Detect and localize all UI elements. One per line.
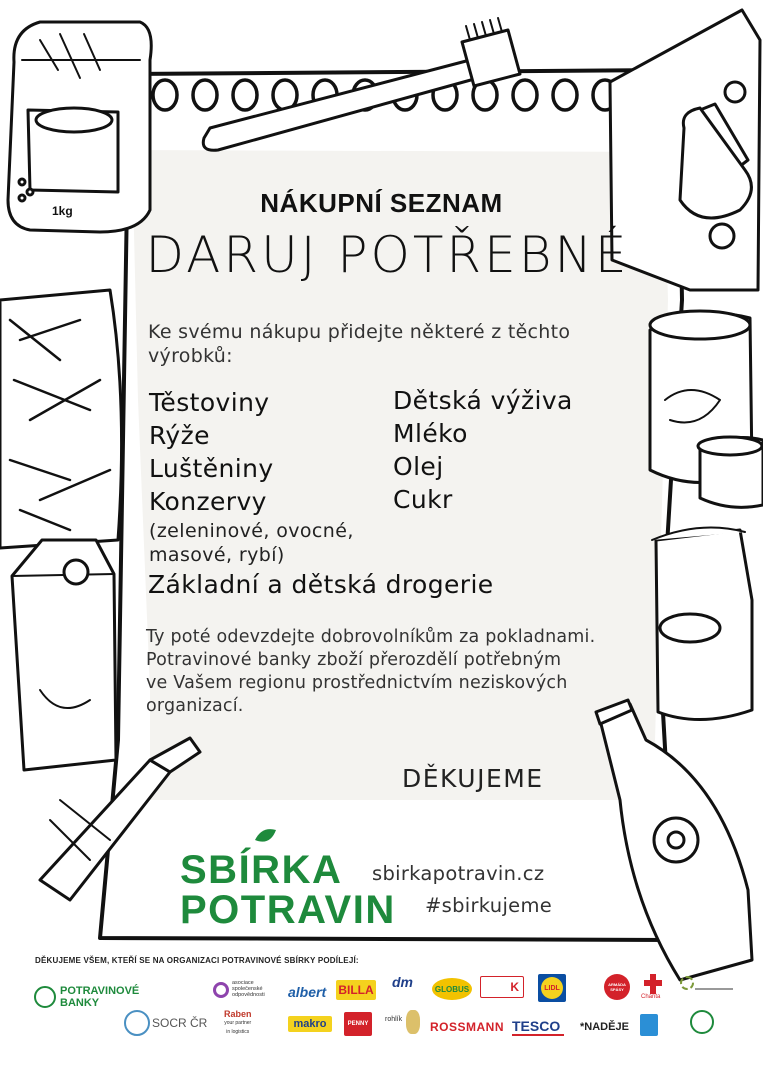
- items-right-list: [393, 384, 573, 516]
- potravinove-banky-logo-icon: [34, 986, 56, 1008]
- cross-icon: [640, 974, 666, 994]
- outro-line: organizací.: [146, 696, 244, 716]
- list-item: Konzervy: [149, 487, 267, 516]
- billa-logo: BILLA: [336, 980, 376, 1000]
- brand-hashtag: #sbirkujeme: [425, 894, 553, 917]
- list-item: Dětská výživa: [393, 386, 573, 415]
- asociace-logo-icon: [213, 982, 229, 998]
- socr-logo: SOCR ČR: [152, 1016, 208, 1030]
- note-line: masové, rybí): [149, 544, 285, 566]
- milk-carton-icon: [12, 540, 116, 770]
- brand-url-link[interactable]: sbirkapotravin.cz: [372, 862, 545, 885]
- list-item: Cukr: [393, 485, 453, 514]
- brand-word-sbirka: SBÍRKA: [180, 848, 343, 892]
- brand-word-potravin: POTRAVIN: [180, 888, 396, 932]
- armada-spasy-logo: ARMÁDA SPÁSY: [604, 974, 630, 1000]
- items-left-list: [149, 386, 354, 567]
- rohlik-icon: [406, 1010, 420, 1034]
- penny-logo: PENNY: [344, 1012, 372, 1036]
- cans-icon: [650, 311, 763, 507]
- list-item: Těstoviny: [149, 388, 270, 417]
- albert-logo: albert: [288, 984, 327, 1000]
- kaufland-logo: K: [480, 976, 524, 998]
- green-seal-logo: [690, 1010, 714, 1034]
- socr-logo-icon: [124, 1010, 150, 1036]
- nadeje-logo: *NADĚJE: [580, 1021, 629, 1033]
- flower-org-icon: [680, 976, 694, 990]
- rossmann-logo: ROSSMANN: [430, 1020, 505, 1034]
- thanks-text: DĚKUJEME: [402, 764, 544, 793]
- outro-line: Ty poté odevzdejte dobrovolníkům za pokladnami.: [146, 627, 596, 647]
- outro-line: Potravinové banky zboží přerozdělí potřebným: [146, 650, 562, 670]
- rice-jar-weight-label: 1kg: [52, 204, 73, 218]
- list-item: Olej: [393, 452, 444, 481]
- flower-org-line: [695, 988, 733, 990]
- dm-logo: dm: [392, 974, 413, 990]
- rohlik-logo: rohlík: [385, 1016, 403, 1023]
- globus-logo: GLOBUS: [432, 978, 472, 1000]
- charita-cross-icon: [640, 974, 666, 994]
- list-item-drogerie: Základní a dětská drogerie: [148, 570, 494, 599]
- lidl-logo: LIDL: [538, 974, 566, 1002]
- poster-title: DARUJ POTŘEBNÉ: [145, 226, 630, 284]
- potravinove-banky-logo: POTRAVINOVÉ BANKY: [60, 985, 140, 1009]
- canned-goods-note: [149, 519, 354, 567]
- raben-logo: Raben your partner in logistics: [224, 1009, 252, 1035]
- tesco-underline: [512, 1034, 564, 1036]
- list-item: Mléko: [393, 419, 468, 448]
- shopping-list-subtitle: NÁKUPNÍ SEZNAM: [260, 188, 503, 218]
- list-item: Luštěniny: [149, 454, 274, 483]
- intro-text: Ke svému nákupu přidejte některé z těchto výrobků:: [148, 321, 571, 367]
- makro-logo: makro: [288, 1016, 332, 1032]
- list-item: Rýže: [149, 421, 210, 450]
- blue-org-logo: [640, 1014, 658, 1036]
- partners-heading: DĚKUJEME VŠEM, KTEŘÍ SE NA ORGANIZACI POTRAVINOVÉ SBÍRKY PODÍLEJÍ:: [35, 956, 359, 965]
- note-line: (zeleninové, ovocné,: [149, 520, 354, 542]
- tesco-logo: TESCO: [512, 1018, 561, 1034]
- asociace-logo: asociace společenské odpovědnosti: [232, 980, 265, 998]
- jar-icon: [652, 528, 752, 720]
- outro-text: [146, 626, 646, 718]
- charita-logo: Charita: [641, 994, 661, 1000]
- pasta-bag-icon: [0, 290, 122, 548]
- outro-line: ve Vašem regionu prostřednictvím neziskových: [146, 673, 568, 693]
